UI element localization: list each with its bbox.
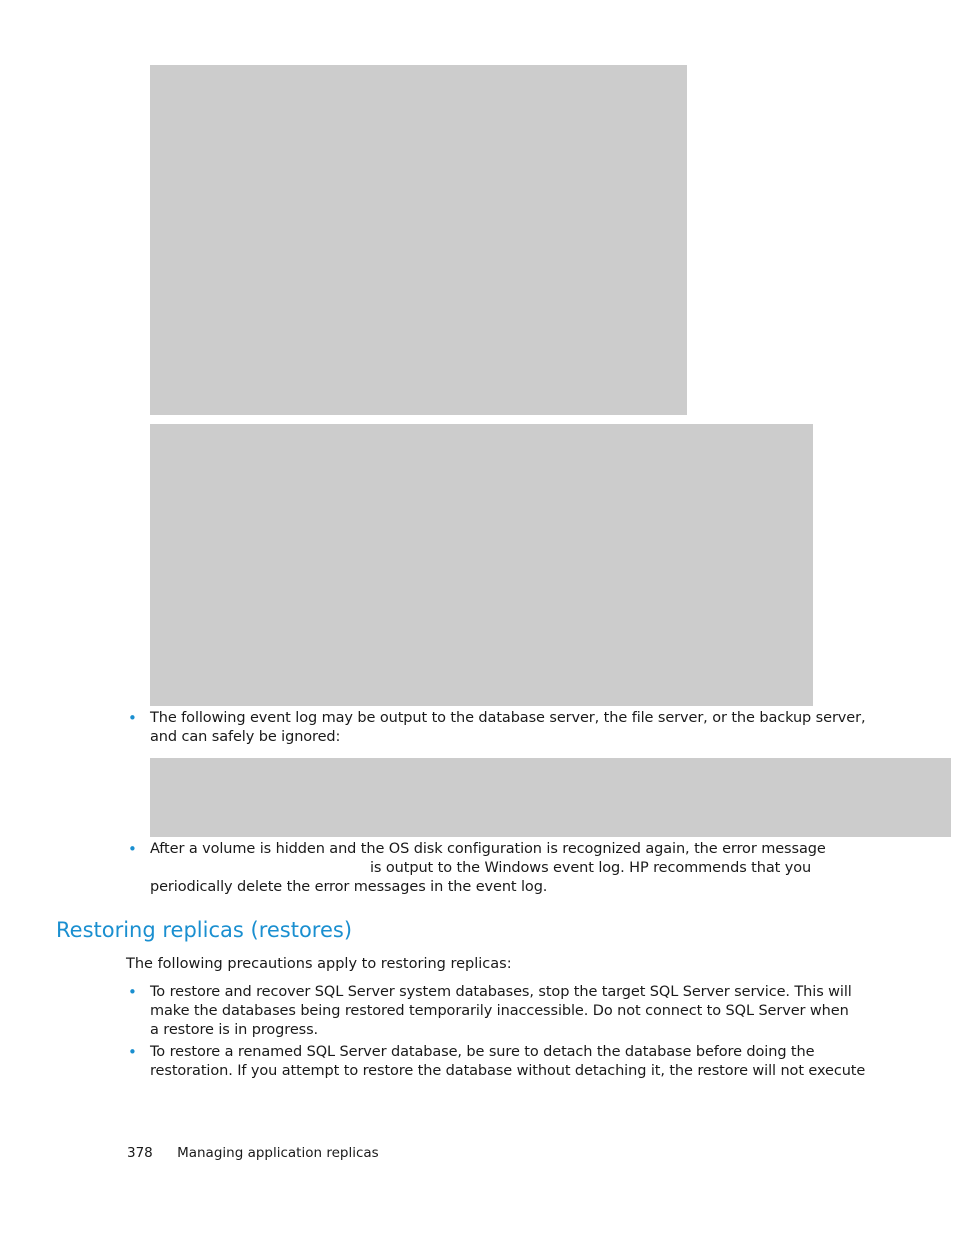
list-item-text: restoration. If you attempt to restore the database without detaching it, the restore will not execute: [150, 1063, 866, 1079]
page-number: 378: [127, 1145, 153, 1161]
list-item: [128, 840, 826, 897]
list-item-text: is output to the Windows event log. HP recommends that you: [370, 860, 812, 876]
page-footer: [127, 1145, 379, 1161]
section-heading: Restoring replicas (restores): [56, 918, 353, 942]
intro-paragraph: The following precautions apply to restoring replicas:: [126, 956, 512, 972]
list-item-text: periodically delete the error messages in the event log.: [150, 879, 548, 895]
list-item-text: To restore and recover SQL Server system databases, stop the target SQL Server service. This will: [150, 984, 852, 1000]
list-item: [128, 709, 866, 747]
code-placeholder: [150, 758, 951, 837]
list-item: [128, 983, 852, 1040]
figure-placeholder-2: [150, 424, 813, 706]
figure-placeholder-1: [150, 65, 687, 415]
list-item-text: and can safely be ignored:: [150, 729, 341, 745]
list-item: [128, 1043, 866, 1081]
list-item-text: After a volume is hidden and the OS disk configuration is recognized again, the error message: [150, 841, 826, 857]
chapter-title: Managing application replicas: [177, 1145, 379, 1161]
list-item-text: a restore is in progress.: [150, 1022, 319, 1038]
bullet-icon: •: [128, 983, 137, 1001]
bullet-icon: •: [128, 709, 137, 727]
list-item-text: The following event log may be output to the database server, the file server, or the backup server,: [150, 710, 866, 726]
list-item-text: To restore a renamed SQL Server database, be sure to detach the database before doing the: [150, 1044, 815, 1060]
list-item-text: make the databases being restored temporarily inaccessible. Do not connect to SQL Server when: [150, 1003, 849, 1019]
bullet-icon: •: [128, 840, 137, 858]
bullet-icon: •: [128, 1043, 137, 1061]
